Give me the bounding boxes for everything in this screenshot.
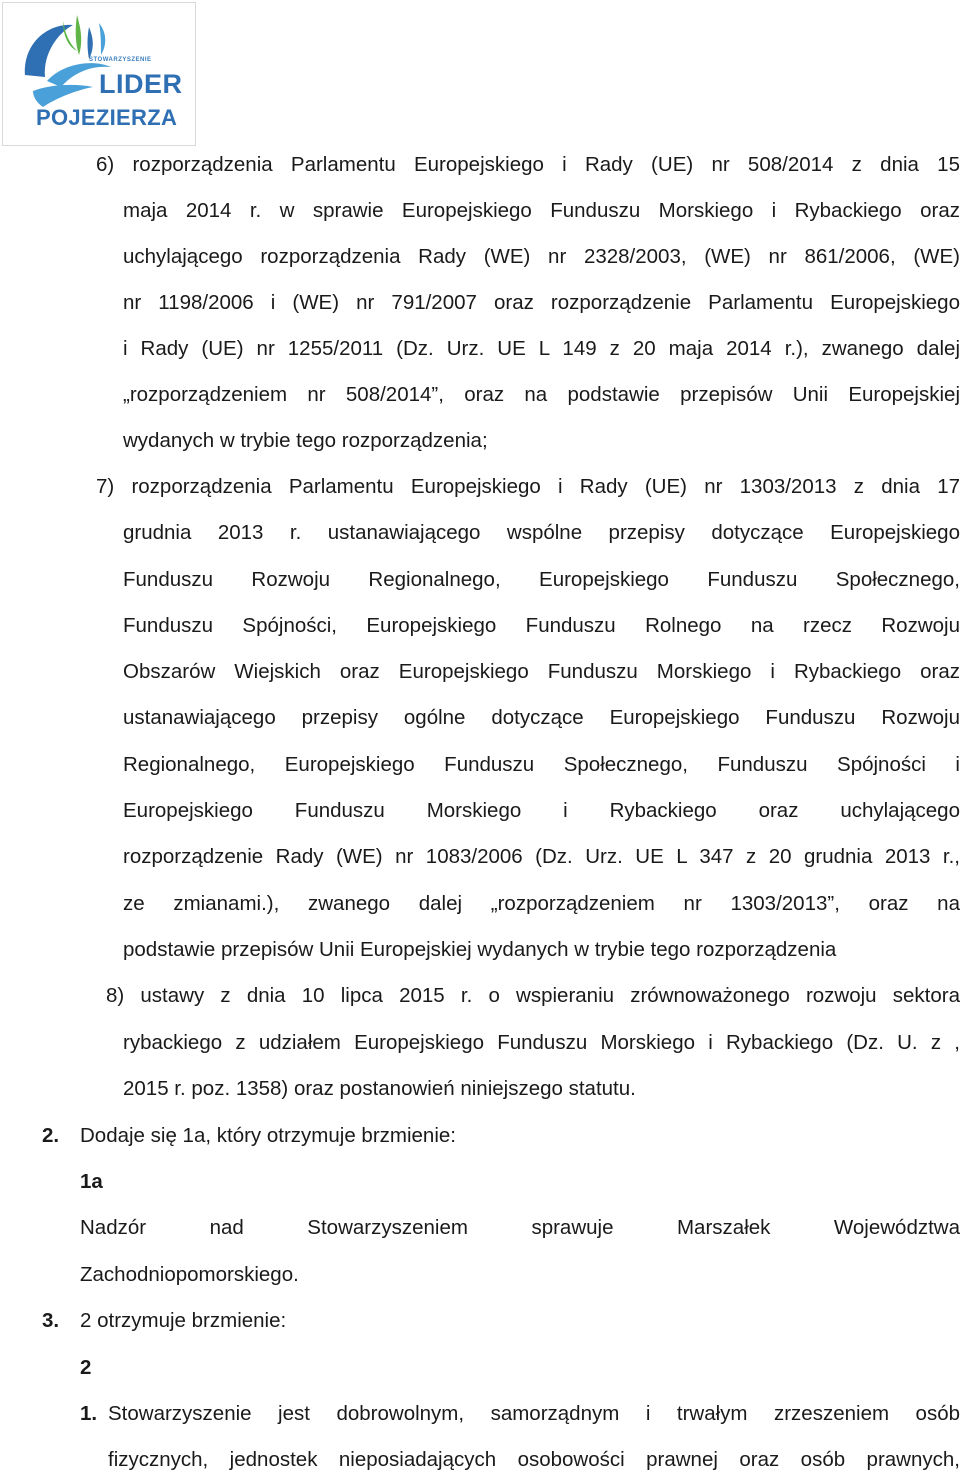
- list-item-line: grudnia 2013 r. ustanawiającego wspólne przepisy dotyczące Europejskiego: [123, 521, 960, 544]
- paragraph-heading: 2: [80, 1356, 92, 1379]
- list-item-line: rozporządzenie Rady (WE) nr 1083/2006 (Dz. Urz. UE L 347 z 20 grudnia 2013 r.,: [123, 845, 960, 868]
- list-item-line: Regionalnego, Europejskiego Funduszu Społecznego, Funduszu Spójności i: [123, 753, 960, 776]
- list-item-line: i Rady (UE) nr 1255/2011 (Dz. Urz. UE L 149 z 20 maja 2014 r.), zwanego dalej: [123, 337, 960, 360]
- list-item-line: rybackiego z udziałem Europejskiego Funduszu Morskiego i Rybackiego (Dz. U. z ,: [123, 1031, 960, 1054]
- paragraph-line: Nadzór nad Stowarzyszeniem sprawuje Marszałek Województwa: [80, 1216, 960, 1239]
- organization-logo: [2, 2, 196, 146]
- list-item-line: 7) rozporządzenia Parlamentu Europejskiego i Rady (UE) nr 1303/2013 z dnia 17: [96, 475, 960, 498]
- list-item-line: 6) rozporządzenia Parlamentu Europejskiego i Rady (UE) nr 508/2014 z dnia 15: [96, 153, 960, 176]
- point-text: 2 otrzymuje brzmienie:: [80, 1309, 287, 1332]
- list-item-line: Obszarów Wiejskich oraz Europejskiego Funduszu Morskiego i Rybackiego oraz: [123, 660, 960, 683]
- sub-point-number: 1.: [80, 1402, 98, 1425]
- list-item-line: uchylającego rozporządzenia Rady (WE) nr 2328/2003, (WE) nr 861/2006, (WE): [123, 245, 960, 268]
- list-item-line: wydanych w trybie tego rozporządzenia;: [123, 429, 488, 452]
- point-number: 2.: [42, 1124, 60, 1147]
- list-item-line: Funduszu Spójności, Europejskiego Funduszu Rolnego na rzecz Rozwoju: [123, 614, 960, 637]
- list-item-line: 2015 r. poz. 1358) oraz postanowień niniejszego statutu.: [123, 1077, 636, 1100]
- paragraph-line: Stowarzyszenie jest dobrowolnym, samorządnym i trwałym zrzeszeniem osób: [108, 1402, 960, 1425]
- list-item-line: Funduszu Rozwoju Regionalnego, Europejskiego Funduszu Społecznego,: [123, 568, 960, 591]
- list-item-line: maja 2014 r. w sprawie Europejskiego Funduszu Morskiego i Rybackiego oraz: [123, 199, 960, 222]
- list-item-line: ze zmianami.), zwanego dalej „rozporządzeniem nr 1303/2013”, oraz na: [123, 892, 960, 915]
- paragraph-heading: 1a: [80, 1170, 103, 1193]
- point-text: Dodaje się 1a, który otrzymuje brzmienie:: [80, 1124, 456, 1147]
- logo-main-text: LIDER: [99, 69, 183, 99]
- paragraph-line: Zachodniopomorskiego.: [80, 1263, 299, 1286]
- list-item-line: Europejskiego Funduszu Morskiego i Rybackiego oraz uchylającego: [123, 799, 960, 822]
- logo-sub-text: POJEZIERZA: [36, 105, 178, 130]
- list-item-line: nr 1198/2006 i (WE) nr 791/2007 oraz rozporządzenie Parlamentu Europejskiego: [123, 291, 960, 314]
- list-item-line: podstawie przepisów Unii Europejskiej wydanych w trybie tego rozporządzenia: [123, 938, 837, 961]
- paragraph-line: fizycznych, jednostek nieposiadających osobowości prawnej oraz osób prawnych,: [108, 1448, 960, 1471]
- list-item-line: 8) ustawy z dnia 10 lipca 2015 r. o wspieraniu zrównoważonego rozwoju sektora: [106, 984, 960, 1007]
- list-item-line: ustanawiającego przepisy ogólne dotyczące Europejskiego Funduszu Rozwoju: [123, 706, 960, 729]
- point-number: 3.: [42, 1309, 60, 1332]
- logo-small-text: STOWARZYSZENIE: [89, 57, 152, 63]
- list-item-line: „rozporządzeniem nr 508/2014”, oraz na podstawie przepisów Unii Europejskiej: [123, 383, 960, 406]
